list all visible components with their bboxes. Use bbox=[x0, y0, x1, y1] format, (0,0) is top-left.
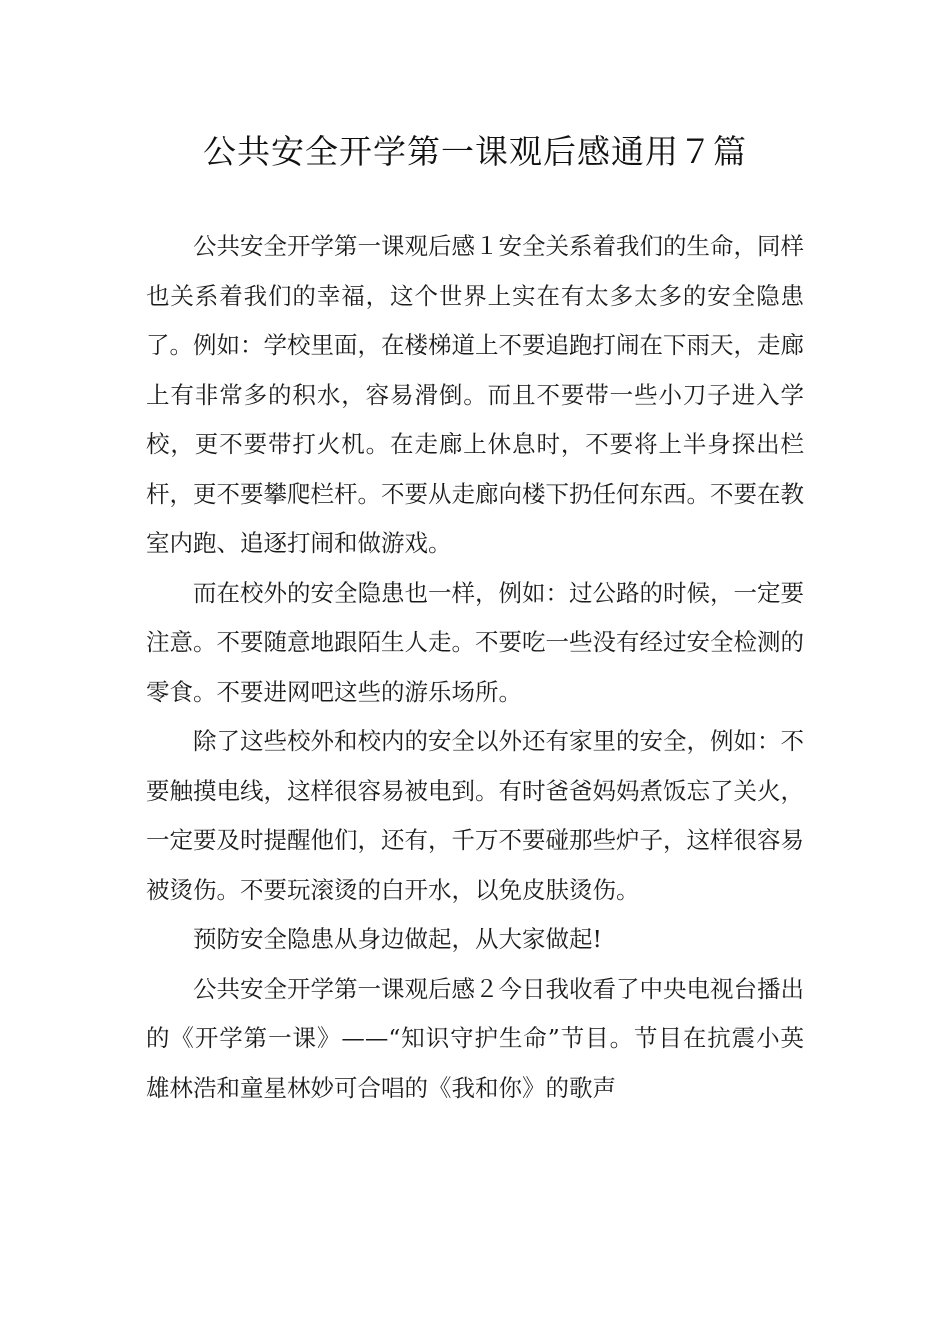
paragraph: 除了这些校外和校内的安全以外还有家里的安全，例如：不要触摸电线，这样很容易被电到。有时爸爸妈妈煮饭忘了关火，一定要及时提醒他们，还有，千万不要碰那些炉子，这样很容易被烫伤。不要玩滚烫的白开水，以免皮肤烫伤。 bbox=[146, 727, 804, 904]
document-body bbox=[146, 222, 804, 1113]
paragraph: 预防安全隐患从身边做起，从大家做起! bbox=[193, 925, 602, 953]
paragraph: 公共安全开学第一课观后感２今日我收看了中央电视台播出的《开学第一课》——“知识守护生命”节目。节目在抗震小英雄林浩和童星林妙可合唱的《我和你》的歌声 bbox=[146, 974, 804, 1102]
paragraph: 公共安全开学第一课观后感１安全关系着我们的生命，同样也关系着我们的幸福，这个世界上实在有太多太多的安全隐患了。例如：学校里面，在楼梯道上不要追跑打闹在下雨天，走廊上有非常多的积水，容易滑倒。而且不要带一些小刀子进入学校，更不要带打火机。在走廊上休息时，不要将上半身探出栏杆，更不要攀爬栏杆。不要从走廊向楼下扔任何东西。不要在教室内跑、追逐打闹和做游戏。 bbox=[146, 232, 804, 557]
document-title: 公共安全开学第一课观后感通用７篇 bbox=[203, 132, 747, 171]
paragraph: 而在校外的安全隐患也一样，例如：过公路的时候，一定要注意。不要随意地跟陌生人走。不要吃一些没有经过安全检测的零食。不要进网吧这些的游乐场所。 bbox=[146, 578, 804, 706]
